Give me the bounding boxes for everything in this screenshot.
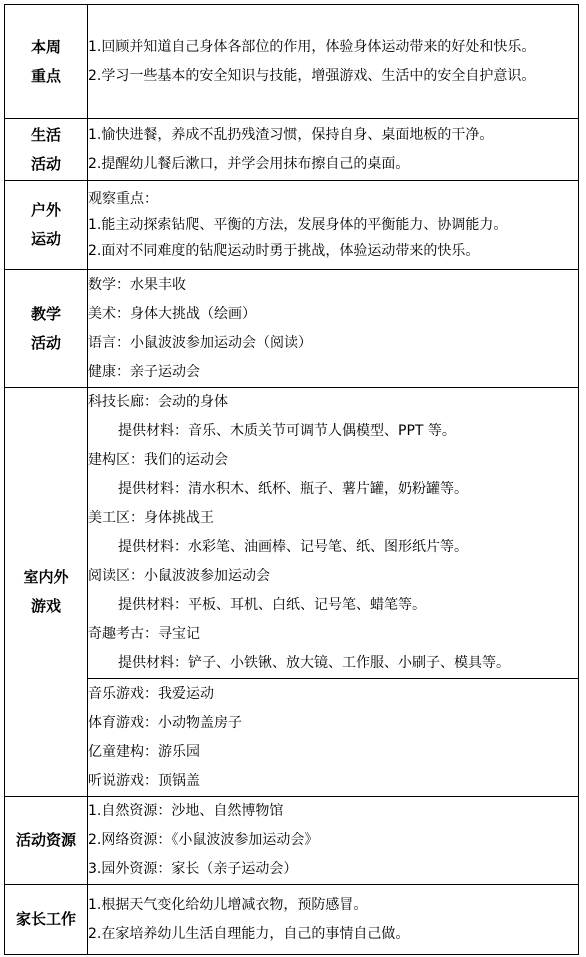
content-line: 健康：亲子运动会 xyxy=(88,363,200,380)
row-header xyxy=(5,797,88,885)
row-header-label: 重点 xyxy=(30,66,61,85)
content-line: 美术：身体大挑战（绘画） xyxy=(88,305,256,322)
weekly-plan-table xyxy=(4,4,579,955)
area-name: 美工区：身体挑战王 xyxy=(88,510,214,526)
row-header xyxy=(5,119,88,181)
content-line: 1.根据天气变化给幼儿增减衣物，预防感冒。 xyxy=(88,896,368,913)
row-weekly-goals xyxy=(5,5,579,119)
row-header-label: 生活 xyxy=(30,125,61,144)
content-line: 2.面对不同难度的钻爬运动时勇于挑战，体验运动带来的快乐。 xyxy=(88,243,480,259)
row-content xyxy=(88,119,579,181)
area-materials: 提供材料：铲子、小铁锹、放大镜、工作服、小刷子、模具等。 xyxy=(118,655,510,671)
row-header-label: 教学 xyxy=(30,304,61,323)
content-line: 1.愉快进餐，养成不乱扔残渣习惯，保持自身、桌面地板的干净。 xyxy=(88,126,494,143)
area-materials: 提供材料：清水积木、纸杯、瓶子、薯片罐，奶粉罐等。 xyxy=(118,481,468,497)
area-materials: 提供材料：水彩笔、油画棒、记号笔、纸、图形纸片等。 xyxy=(118,539,468,555)
row-header-label: 家长工作 xyxy=(15,910,76,928)
row-header-label: 活动资源 xyxy=(15,831,76,849)
game-item: 体育游戏：小动物盖房子 xyxy=(88,714,242,731)
content-line: 2.学习一些基本的安全知识与技能，增强游戏、生活中的安全自护意识。 xyxy=(88,67,536,84)
area-materials: 提供材料：平板、耳机、白纸、记号笔、蜡笔等。 xyxy=(118,597,426,613)
game-item: 亿童建构：游乐园 xyxy=(88,743,200,760)
row-teaching-activities xyxy=(5,270,579,388)
game-item: 听说游戏：顶锅盖 xyxy=(88,772,200,789)
row-header-label: 活动 xyxy=(30,333,61,352)
content-line: 1.自然资源：沙地、自然博物馆 xyxy=(88,803,284,819)
row-parent-work xyxy=(5,885,579,955)
area-name: 科技长廊：会动的身体 xyxy=(88,394,228,410)
content-line: 数学：水果丰收 xyxy=(88,276,186,293)
area-materials: 提供材料：音乐、木质关节可调节人偶模型、PPT 等。 xyxy=(118,423,456,439)
row-header-label: 活动 xyxy=(30,154,61,173)
content-line: 语言：小鼠波波参加运动会（阅读） xyxy=(88,334,312,351)
area-name: 建构区：我们的运动会 xyxy=(88,452,228,468)
row-content xyxy=(88,181,579,270)
row-header-label: 室内外 xyxy=(23,568,69,586)
row-header-label: 运动 xyxy=(30,230,61,248)
row-content xyxy=(88,885,579,955)
row-games-list xyxy=(5,679,579,797)
content-line: 3.园外资源：家长（亲子运动会） xyxy=(88,861,298,877)
content-line: 2.提醒幼儿餐后漱口，并学会用抹布擦自己的桌面。 xyxy=(88,155,410,172)
row-header xyxy=(5,270,88,388)
row-header-label: 本周 xyxy=(30,37,61,56)
content-line: 1.回顾并知道自己身体各部位的作用，体验身体运动带来的好处和快乐。 xyxy=(88,38,536,55)
area-name: 奇趣考古：寻宝记 xyxy=(88,626,200,642)
area-games-content xyxy=(88,388,579,679)
content-line: 2.网络资源：《小鼠波波参加运动会》 xyxy=(88,832,319,848)
row-header xyxy=(5,388,88,797)
row-content xyxy=(88,270,579,388)
row-content xyxy=(88,797,579,885)
row-header-label: 户外 xyxy=(30,201,61,219)
content-line: 2.在家培养幼儿生活自理能力，自己的事情自己做。 xyxy=(88,925,410,942)
row-content xyxy=(88,5,579,119)
row-header-label: 游戏 xyxy=(30,597,61,615)
row-activity-resources xyxy=(5,797,579,885)
row-header xyxy=(5,885,88,955)
row-life-activities xyxy=(5,119,579,181)
content-line: 观察重点： xyxy=(88,191,158,207)
games-list-content xyxy=(88,679,579,797)
row-outdoor-exercise xyxy=(5,181,579,270)
row-header xyxy=(5,181,88,270)
game-item: 音乐游戏：我爱运动 xyxy=(88,685,214,702)
content-line: 1.能主动探索钻爬、平衡的方法，发展身体的平衡能力、协调能力。 xyxy=(88,217,508,233)
row-indoor-outdoor-games xyxy=(5,388,579,679)
area-name: 阅读区：小鼠波波参加运动会 xyxy=(88,568,270,584)
row-header xyxy=(5,5,88,119)
